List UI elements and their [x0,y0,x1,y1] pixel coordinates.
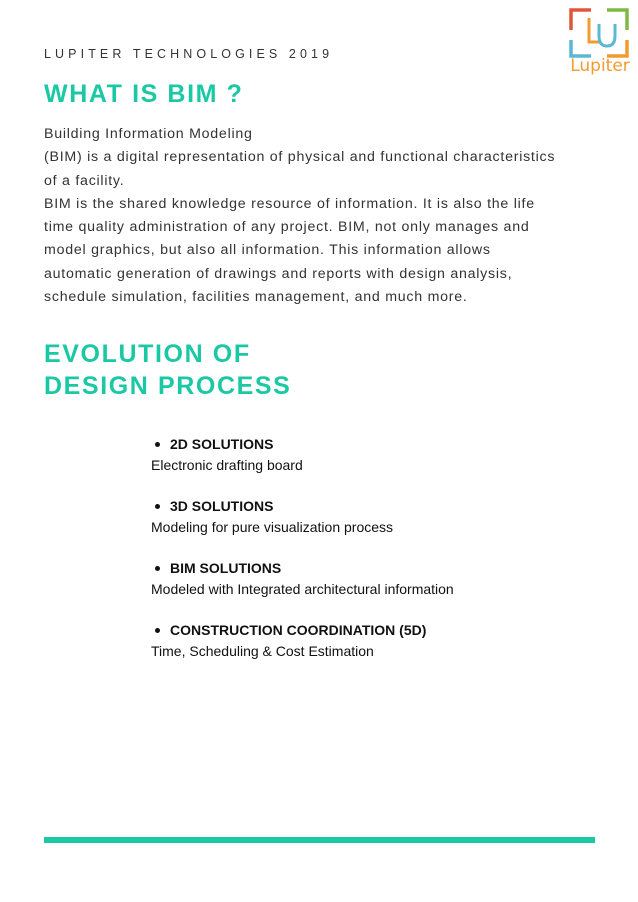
intro-line: BIM is the shared knowledge resource of information. It is also the life [44,195,535,212]
footer-divider [44,837,595,843]
intro-line: automatic generation of drawings and reports with design analysis, [44,265,513,282]
list-item [151,496,621,558]
title-line: EVOLUTION OF [44,340,251,368]
bullet-icon [155,504,160,509]
bim-intro-paragraph [44,123,604,309]
bullet-icon [155,566,160,571]
intro-line: Building Information Modeling [44,126,253,142]
item-description: Modeling for pure visualization process [151,519,394,535]
item-description: Modeled with Integrated architectural information [151,581,454,597]
section-title-evolution [44,338,291,402]
intro-line: model graphics, but also all information. This information allows [44,242,491,259]
header-kicker: LUPITER TECHNOLOGIES 2019 [44,47,334,61]
intro-line: schedule simulation, facilities management, and much more. [44,289,468,306]
item-title: BIM SOLUTIONS [170,560,282,576]
design-process-list [151,434,621,682]
logo-mark-icon [567,6,633,58]
logo-wordmark: Lupiter [570,56,630,76]
item-description: Electronic drafting board [151,457,303,473]
list-item [151,434,621,496]
intro-line: time quality administration of any project. BIM, not only manages and [44,219,530,236]
item-title: 3D SOLUTIONS [170,498,274,514]
title-line: DESIGN PROCESS [44,372,292,400]
intro-line: (BIM) is a digital representation of physical and functional characteristics [44,149,556,166]
bullet-icon [155,442,160,447]
item-title: 2D SOLUTIONS [170,436,274,452]
lupiter-logo [567,6,633,80]
bullet-icon [155,628,160,633]
intro-line: of a facility. [44,172,125,189]
list-item [151,620,621,682]
item-description: Time, Scheduling & Cost Estimation [151,643,374,659]
section-title-what-is-bim: WHAT IS BIM ? [44,80,244,108]
item-title: CONSTRUCTION COORDINATION (5D) [170,622,427,638]
list-item [151,558,621,620]
